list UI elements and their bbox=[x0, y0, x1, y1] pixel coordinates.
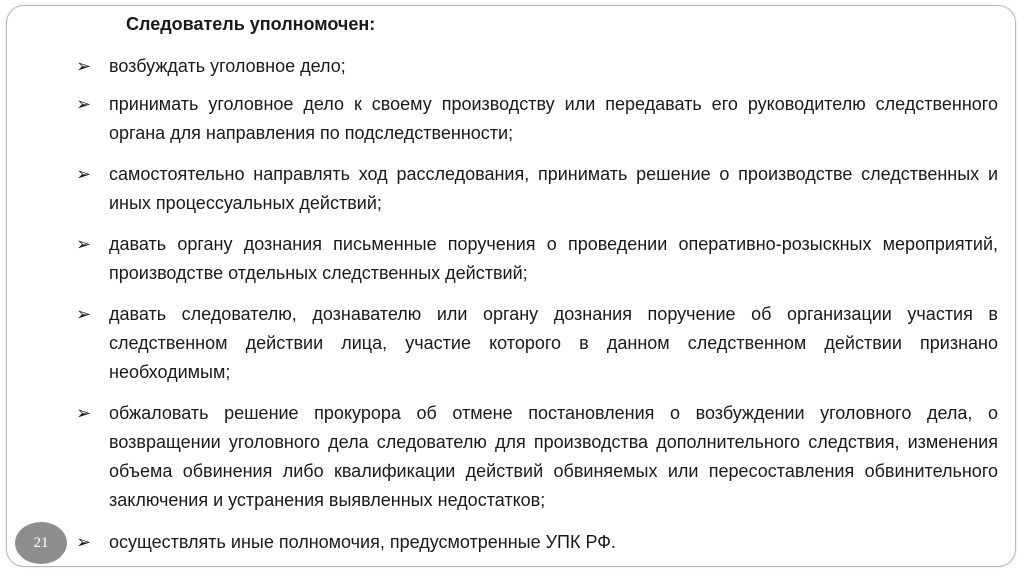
list-item bbox=[76, 230, 998, 288]
list-item-text: давать следователю, дознавателю или органу дознания поручение об организации участия в следственном действии лица, участие которого в данном следственном действии признано необходимым; bbox=[109, 304, 998, 382]
arrow-bullet-icon: ➢ bbox=[76, 234, 92, 254]
list-item bbox=[76, 300, 998, 387]
list-item-text: принимать уголовное дело к своему производству или передавать его руководителю следственного органа для направления по подследственности; bbox=[109, 94, 998, 143]
list-item-text: самостоятельно направлять ход расследования, принимать решение о производстве следственных и иных процессуальных действий; bbox=[109, 164, 998, 213]
arrow-bullet-icon: ➢ bbox=[76, 532, 92, 552]
page-number-badge: 21 bbox=[15, 522, 67, 564]
list-item bbox=[76, 528, 998, 557]
arrow-bullet-icon: ➢ bbox=[76, 164, 92, 184]
list-item bbox=[76, 160, 998, 218]
list-item bbox=[76, 399, 998, 515]
list-item-text: давать органу дознания письменные поручения о проведении оперативно-розыскных мероприятий, производстве отдельных следственных действий; bbox=[109, 234, 998, 283]
list-item-text: обжаловать решение прокурора об отмене постановления о возбуждении уголовного дела, о возвращении уголовного дела следователю для производства дополнительного следствия, изменения объема обвинения либо квалификации действий обвиняемых или пересоставления обвинительного заключения и устранения выявленных недостатков; bbox=[109, 403, 998, 510]
arrow-bullet-icon: ➢ bbox=[76, 403, 92, 423]
arrow-bullet-icon: ➢ bbox=[76, 304, 92, 324]
slide-heading: Следователь уполномочен: bbox=[126, 14, 376, 34]
arrow-bullet-icon: ➢ bbox=[76, 94, 92, 114]
list-item-text: осуществлять иные полномочия, предусмотренные УПК РФ. bbox=[109, 532, 616, 552]
arrow-bullet-icon: ➢ bbox=[76, 56, 92, 76]
list-item-text: возбуждать уголовное дело; bbox=[109, 56, 346, 76]
list-item bbox=[76, 52, 998, 81]
list-item bbox=[76, 90, 998, 148]
